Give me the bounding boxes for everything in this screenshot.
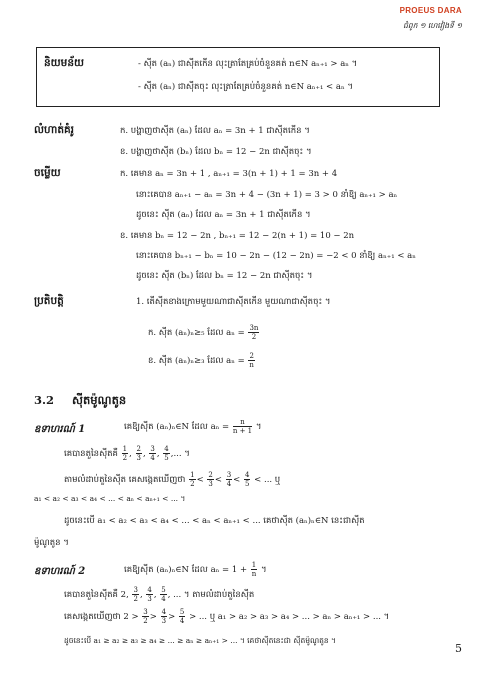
example2-order-prefix: គេសង្កេតឃើញថា 2 >	[64, 612, 139, 622]
page-number: 5	[455, 642, 462, 655]
example-block-label: លំហាត់គំរូ	[34, 124, 74, 136]
example1-intro-end: ។	[255, 422, 262, 432]
solution-line-3: ដូចនេះ ស៊ីត (aₙ) ដែល aₙ = 3n + 1 ជាស៊ីតកើន ។	[136, 210, 311, 220]
section-title: ស៊ីតម៉ូណូតូន	[72, 393, 127, 407]
exercise-a-prefix: ក. ស៊ីត (aₙ)ₙ≥₅ ដែល aₙ =	[148, 328, 245, 338]
example1-order: តាមលំដាប់តួនៃស៊ីត គេសង្កេតឃើញថា $\frac{1}{2}$ < $\frac{2}{3}$ < $\frac{3}{4}$ < $\frac{4}{5}$ < ... ឬ	[64, 471, 281, 488]
example1-term-4	[163, 445, 169, 462]
example1-order-term-3-den: 4	[226, 480, 232, 488]
example1-order-term-2-num: 2	[208, 471, 213, 479]
example2-intro-fraction	[251, 561, 257, 578]
definition-box	[36, 47, 440, 107]
example1-order-term-1-den: 2	[190, 480, 195, 488]
example2-terms-suffix: , ... ។ តាមលំដាប់តួនៃស៊ីត	[167, 590, 255, 600]
example1-intro-text: គេឱ្យស៊ីត (aₙ)ₙ∈N ដែល aₙ =	[124, 422, 230, 432]
example1-intro-den: n + 1	[232, 427, 253, 435]
example1-order-term-4-den: 5	[245, 480, 250, 488]
example2-order-term-2-den: 3	[161, 617, 167, 625]
example1-intro-fraction	[233, 418, 252, 435]
example2-order-suffix: > ... ឬ a₁ > a₂ > a₃ > a₄ > ... > aₙ > aₙ₊₁ > ... ។	[189, 612, 390, 622]
example1-chain: a₁ < a₂ < a₃ < a₄ < ... < aₙ < aₙ₊₁ < ... ។	[34, 494, 186, 503]
example2-term-1	[132, 586, 138, 603]
example1-term-4-den: 5	[164, 454, 169, 462]
example2-order: គេសង្កេតឃើញថា 2 > $\frac{3}{2}$ > $\frac{4}{3}$ > $\frac{5}{4}$ > ... ឬ a₁ > a₂ > a₃ > a₄ > ... > aₙ > aₙ₊₁ > ... ។	[64, 608, 390, 625]
example1-term-1-den: 2	[122, 454, 128, 462]
example1-conclusion-2: ម៉ូណូតូន ។	[34, 538, 69, 548]
example1-term-4-num: 4	[164, 445, 169, 453]
exercise-b-denominator: n	[249, 361, 254, 369]
example1-intro	[124, 418, 261, 435]
example1-term-2-den: 3	[136, 454, 142, 462]
example1-order-term-1	[189, 471, 195, 488]
example1-order-term-3	[226, 471, 232, 488]
exercise-item-b	[148, 352, 256, 369]
example1-order-term-2	[207, 471, 213, 488]
example1-term-3-num: 3	[150, 445, 155, 453]
example1-term-2-num: 2	[136, 445, 142, 453]
example1-term-1-num: 1	[122, 445, 128, 453]
exercise-question: 1. តើស៊ីតខាងក្រោមមួយណាជាស៊ីតកើន មួយណាជាស៊ីតចុះ ។	[136, 297, 331, 307]
example1-term-3-den: 4	[150, 454, 155, 462]
solution-label: ចម្លើយ	[34, 167, 61, 179]
example2-term-2-den: 3	[147, 595, 152, 603]
solution-line-1: ក. គេមាន aₙ = 3n + 1 , aₙ₊₁ = 3(n + 1) + 1 = 3n + 4	[120, 169, 338, 179]
exercise-a-numerator: 3n	[249, 324, 259, 332]
example2-conclusion: ដូចនេះបើ a₁ ≥ a₂ ≥ a₃ ≥ a₄ ≥ ... ≥ aₙ ≥ aₙ₊₁ > ... ។ គេថាស៊ីតនេះជា ស៊ីតម៉ូណូតូន ។	[64, 636, 336, 645]
exercise-label: ប្រតិបត្តិ	[34, 295, 64, 307]
example1-terms-prefix: គេបានតួនៃស៊ីតគឺ	[64, 449, 118, 459]
exercise-a-fraction	[248, 324, 259, 341]
solution-line-5: នោះគេបាន bₙ₊₁ − bₙ = 10 − 2n − (12 − 2n) = −2 < 0 នាំឱ្យ aₙ₊₁ < aₙ	[136, 251, 416, 261]
example2-order-term-1-den: 2	[143, 617, 148, 625]
example2-term-3	[160, 586, 166, 603]
example2-intro-end: ។	[260, 565, 267, 575]
example2-order-term-2	[161, 608, 167, 625]
example2-order-term-1-num: 3	[143, 608, 148, 616]
example1-terms: គេបានតួនៃស៊ីតគឺ $\frac{1}{2}$ , $\frac{2}{3}$ , $\frac{3}{4}$ , $\frac{4}{5}$ ,... ។	[64, 445, 190, 462]
exercise-b-fraction	[248, 352, 254, 369]
example1-order-term-2-den: 3	[208, 480, 213, 488]
example2-label: ឧទាហរណ៍ 2	[34, 566, 86, 577]
example2-terms-prefix: គេបានតួនៃស៊ីតគឺ 2,	[64, 590, 129, 600]
example1-order-term-4-num: 4	[245, 471, 250, 479]
example2-intro-den: n	[251, 570, 257, 578]
example1-term-1	[122, 445, 128, 462]
example2-term-3-den: 4	[161, 595, 166, 603]
example2-order-term-3	[179, 608, 185, 625]
example2-intro	[124, 561, 267, 578]
example1-term-3	[149, 445, 155, 462]
example2-term-2	[146, 586, 152, 603]
solution-line-4: ខ. គេមាន bₙ = 12 − 2n , bₙ₊₁ = 12 − 2(n + 1) = 10 − 2n	[120, 231, 355, 241]
example2-order-term-2-num: 4	[161, 608, 167, 616]
example2-term-1-num: 3	[133, 586, 138, 594]
example1-label: ឧទាហរណ៍ 1	[34, 424, 86, 435]
example1-order-prefix: តាមលំដាប់តួនៃស៊ីត គេសង្កេតឃើញថា	[64, 475, 186, 485]
exercise-item-a	[148, 324, 260, 341]
example2-term-3-num: 5	[161, 586, 166, 594]
solution-line-2: នោះគេបាន aₙ₊₁ − aₙ = 3n + 4 − (3n + 1) = 3 > 0 នាំឱ្យ aₙ₊₁ > aₙ	[136, 190, 398, 200]
example2-order-term-1	[142, 608, 148, 625]
header-brand: PROEUS DARA	[399, 6, 462, 15]
example1-order-term-1-num: 1	[190, 471, 195, 479]
example-item-a: ក. បង្ហាញថាស៊ីត (aₙ) ដែល aₙ = 3n + 1 ជាស៊ីតកើន ។	[120, 126, 310, 136]
example2-intro-num: 1	[251, 561, 257, 569]
solution-line-6: ដូចនេះ ស៊ីត (bₙ) ដែល bₙ = 12 − 2n ជាស៊ីតចុះ ។	[136, 271, 313, 281]
example1-term-2	[136, 445, 142, 462]
example1-intro-num: n	[233, 418, 252, 427]
example2-terms: គេបានតួនៃស៊ីតគឺ 2, $\frac{3}{2}$ , $\frac{4}{3}$ , $\frac{5}{4}$ , ... ។ តាមលំដាប់តួនៃស៊ីត	[64, 586, 255, 603]
section-number: 3.2	[34, 393, 55, 407]
example2-order-term-3-num: 5	[179, 608, 185, 616]
example-item-b: ខ. បង្ហាញថាស៊ីត (bₙ) ដែល bₙ = 12 − 2n ជាស៊ីតចុះ ។	[120, 147, 312, 157]
example2-term-2-num: 4	[147, 586, 152, 594]
exercise-b-numerator: 2	[249, 352, 254, 360]
example2-order-term-3-den: 4	[179, 617, 185, 625]
exercise-b-prefix: ខ. ស៊ីត (aₙ)ₙ≥₃ ដែល aₙ =	[148, 356, 245, 366]
example2-term-1-den: 2	[133, 595, 138, 603]
example1-order-term-4	[244, 471, 250, 488]
definition-line-1: - ស៊ីត (aₙ) ជាស៊ីតកើន លុះត្រាតែគ្រប់ចំនួនគត់ n∈N aₙ₊₁ > aₙ ។	[138, 59, 358, 69]
exercise-a-denominator: 2	[251, 333, 257, 341]
definition-line-2: - ស៊ីត (aₙ) ជាស៊ីតចុះ លុះត្រាតែគ្រប់ចំនួនគត់ n∈N aₙ₊₁ < aₙ ។	[138, 82, 353, 92]
example2-intro-text: គេឱ្យស៊ីត (aₙ)ₙ∈N ដែល aₙ = 1 +	[124, 565, 248, 575]
example1-order-suffix: < ... ឬ	[254, 475, 281, 485]
example1-terms-suffix: ,... ។	[170, 449, 190, 459]
definition-label: និយមន័យ	[44, 57, 84, 69]
example1-conclusion: ដូចនេះបើ a₁ < a₂ < a₃ < a₄ < ... < aₙ < aₙ₊₁ < ... គេថាស៊ីត (aₙ)ₙ∈N នេះជាស៊ីត	[64, 516, 365, 526]
header-chapter: ជំពូក ១ ហេវៀងទី ១	[403, 21, 462, 30]
example1-order-term-3-num: 3	[226, 471, 232, 479]
